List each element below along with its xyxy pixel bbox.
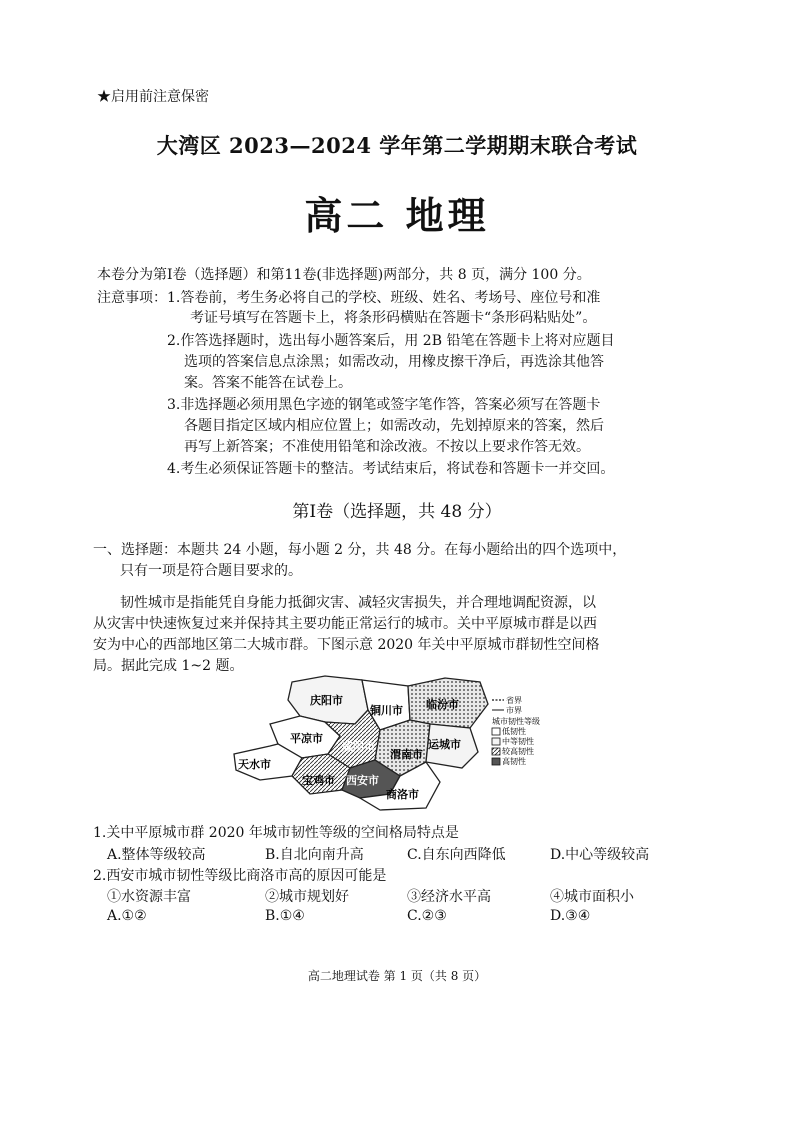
legend-swatch-higher <box>492 748 500 755</box>
question-1-option-a: A.整体等级较高 <box>107 847 206 863</box>
question-2-option-d: D.③④ <box>550 908 591 924</box>
legend-title: 城市韧性等级 <box>492 717 540 726</box>
legend-higher: 较高韧性 <box>502 747 534 756</box>
note-2-line-3: 案。答案不能答在试卷上。 <box>184 375 352 391</box>
note-1-line-1: 1.答卷前，考生务必将自己的学校、班级、姓名、考场号、座位号和准 <box>167 290 601 306</box>
question-2-item-4: ④城市面积小 <box>550 889 634 905</box>
question-2-option-b: B.①④ <box>265 908 305 924</box>
legend-swatch-low <box>492 728 500 735</box>
legend-high: 高韧性 <box>502 757 526 766</box>
question-1-option-c: C.自东向西降低 <box>407 847 506 863</box>
page-footer: 高二地理试卷 第 1 页（共 8 页） <box>307 969 487 983</box>
legend-swatch-medium <box>492 738 500 745</box>
city-label-yuncheng: 运城市 <box>428 738 461 751</box>
note-3-line-3: 再写上新答案；不准使用铅笔和涂改液。不按以上要求作答无效。 <box>184 439 590 455</box>
city-label-xianyang: 咸阳市 <box>342 740 375 753</box>
legend-swatch-high <box>492 758 500 765</box>
passage-line-3: 安为中心的西部地区第二大城市群。下图示意 2020 年关中平原城市群韧性空间格 <box>93 637 600 653</box>
question-2-option-c: C.②③ <box>407 908 447 924</box>
question-2-option-a: A.①② <box>107 908 147 924</box>
legend-city: 市界 <box>506 706 522 715</box>
city-label-linfen: 临汾市 <box>426 698 459 711</box>
question-2-item-2: ②城市规划好 <box>265 889 349 905</box>
legend-medium: 中等韧性 <box>502 737 534 746</box>
city-label-baoji: 宝鸡市 <box>302 774 335 787</box>
city-label-xian: 西安市 <box>346 774 379 787</box>
city-label-tongchuan: 铜川市 <box>370 704 403 717</box>
note-1-line-2: 考证号填写在答题卡上，将条形码横贴在答题卡“条形码粘贴处”。 <box>190 310 597 326</box>
note-3-line-2: 各题目指定区域内相应位置上；如需改动，先划掉原来的答案，然后 <box>184 418 604 434</box>
part-one-line-2: 只有一项是符合题目要求的。 <box>120 563 302 579</box>
question-1-stem: 1.关中平原城市群 2020 年城市韧性等级的空间格局特点是 <box>93 825 459 841</box>
confidential-note: ★启用前注意保密 <box>97 89 209 105</box>
exam-intro: 本卷分为第Ⅰ卷（选择题）和第11卷(非选择题)两部分，共 8 页，满分 100 分。 <box>97 267 591 283</box>
legend-low: 低韧性 <box>502 727 526 736</box>
city-label-pingliang: 平凉市 <box>290 732 323 745</box>
map-legend <box>492 695 540 766</box>
question-2-stem: 2.西安市城市韧性等级比商洛市高的原因可能是 <box>93 868 387 884</box>
note-2-line-1: 2.作答选择题时，选出每小题答案后，用 2B 铅笔在答题卡上将对应题目 <box>167 333 615 349</box>
guanzhong-resilience-map <box>230 672 570 812</box>
question-1-option-d: D.中心等级较高 <box>550 847 650 863</box>
legend-province: 省界 <box>506 696 522 705</box>
passage-line-4: 局。据此完成 1~2 题。 <box>93 658 244 674</box>
passage-line-2: 从灾害中快速恢复过来并保持其主要功能正常运行的城市。关中平原城市群是以西 <box>93 616 597 632</box>
passage-line-1: 韧性城市是指能凭自身能力抵御灾害、减轻灾害损失，并合理地调配资源，以 <box>120 595 596 611</box>
subject-title: 高二 地理 <box>304 193 490 238</box>
question-2-item-3: ③经济水平高 <box>407 889 491 905</box>
note-3-line-1: 3.非选择题必须用黑色字迹的钢笔或签字笔作答，答案必须写在答题卡 <box>167 397 601 413</box>
notes-label: 注意事项： <box>97 290 167 306</box>
exam-title: 大湾区 2023—2024 学年第二学期期末联合考试 <box>156 133 638 158</box>
question-1-option-b: B.自北向南升高 <box>265 847 364 863</box>
city-label-tianshui: 天水市 <box>238 758 271 771</box>
section-title: 第Ⅰ卷（选择题，共 48 分） <box>292 502 502 522</box>
city-label-qingyang: 庆阳市 <box>310 694 343 707</box>
city-label-shangluo: 商洛市 <box>386 788 419 801</box>
city-label-weinan: 渭南市 <box>390 748 423 761</box>
note-2-line-2: 选项的答案信息点涂黑；如需改动，用橡皮擦干净后，再选涂其他答 <box>184 354 604 370</box>
note-4-line-1: 4.考生必须保证答题卡的整洁。考试结束后，将试卷和答题卡一并交回。 <box>167 461 615 477</box>
question-2-item-1: ①水资源丰富 <box>107 889 191 905</box>
part-one-line-1: 一、选择题：本题共 24 小题，每小题 2 分，共 48 分。在每小题给出的四个选项中， <box>93 542 627 558</box>
